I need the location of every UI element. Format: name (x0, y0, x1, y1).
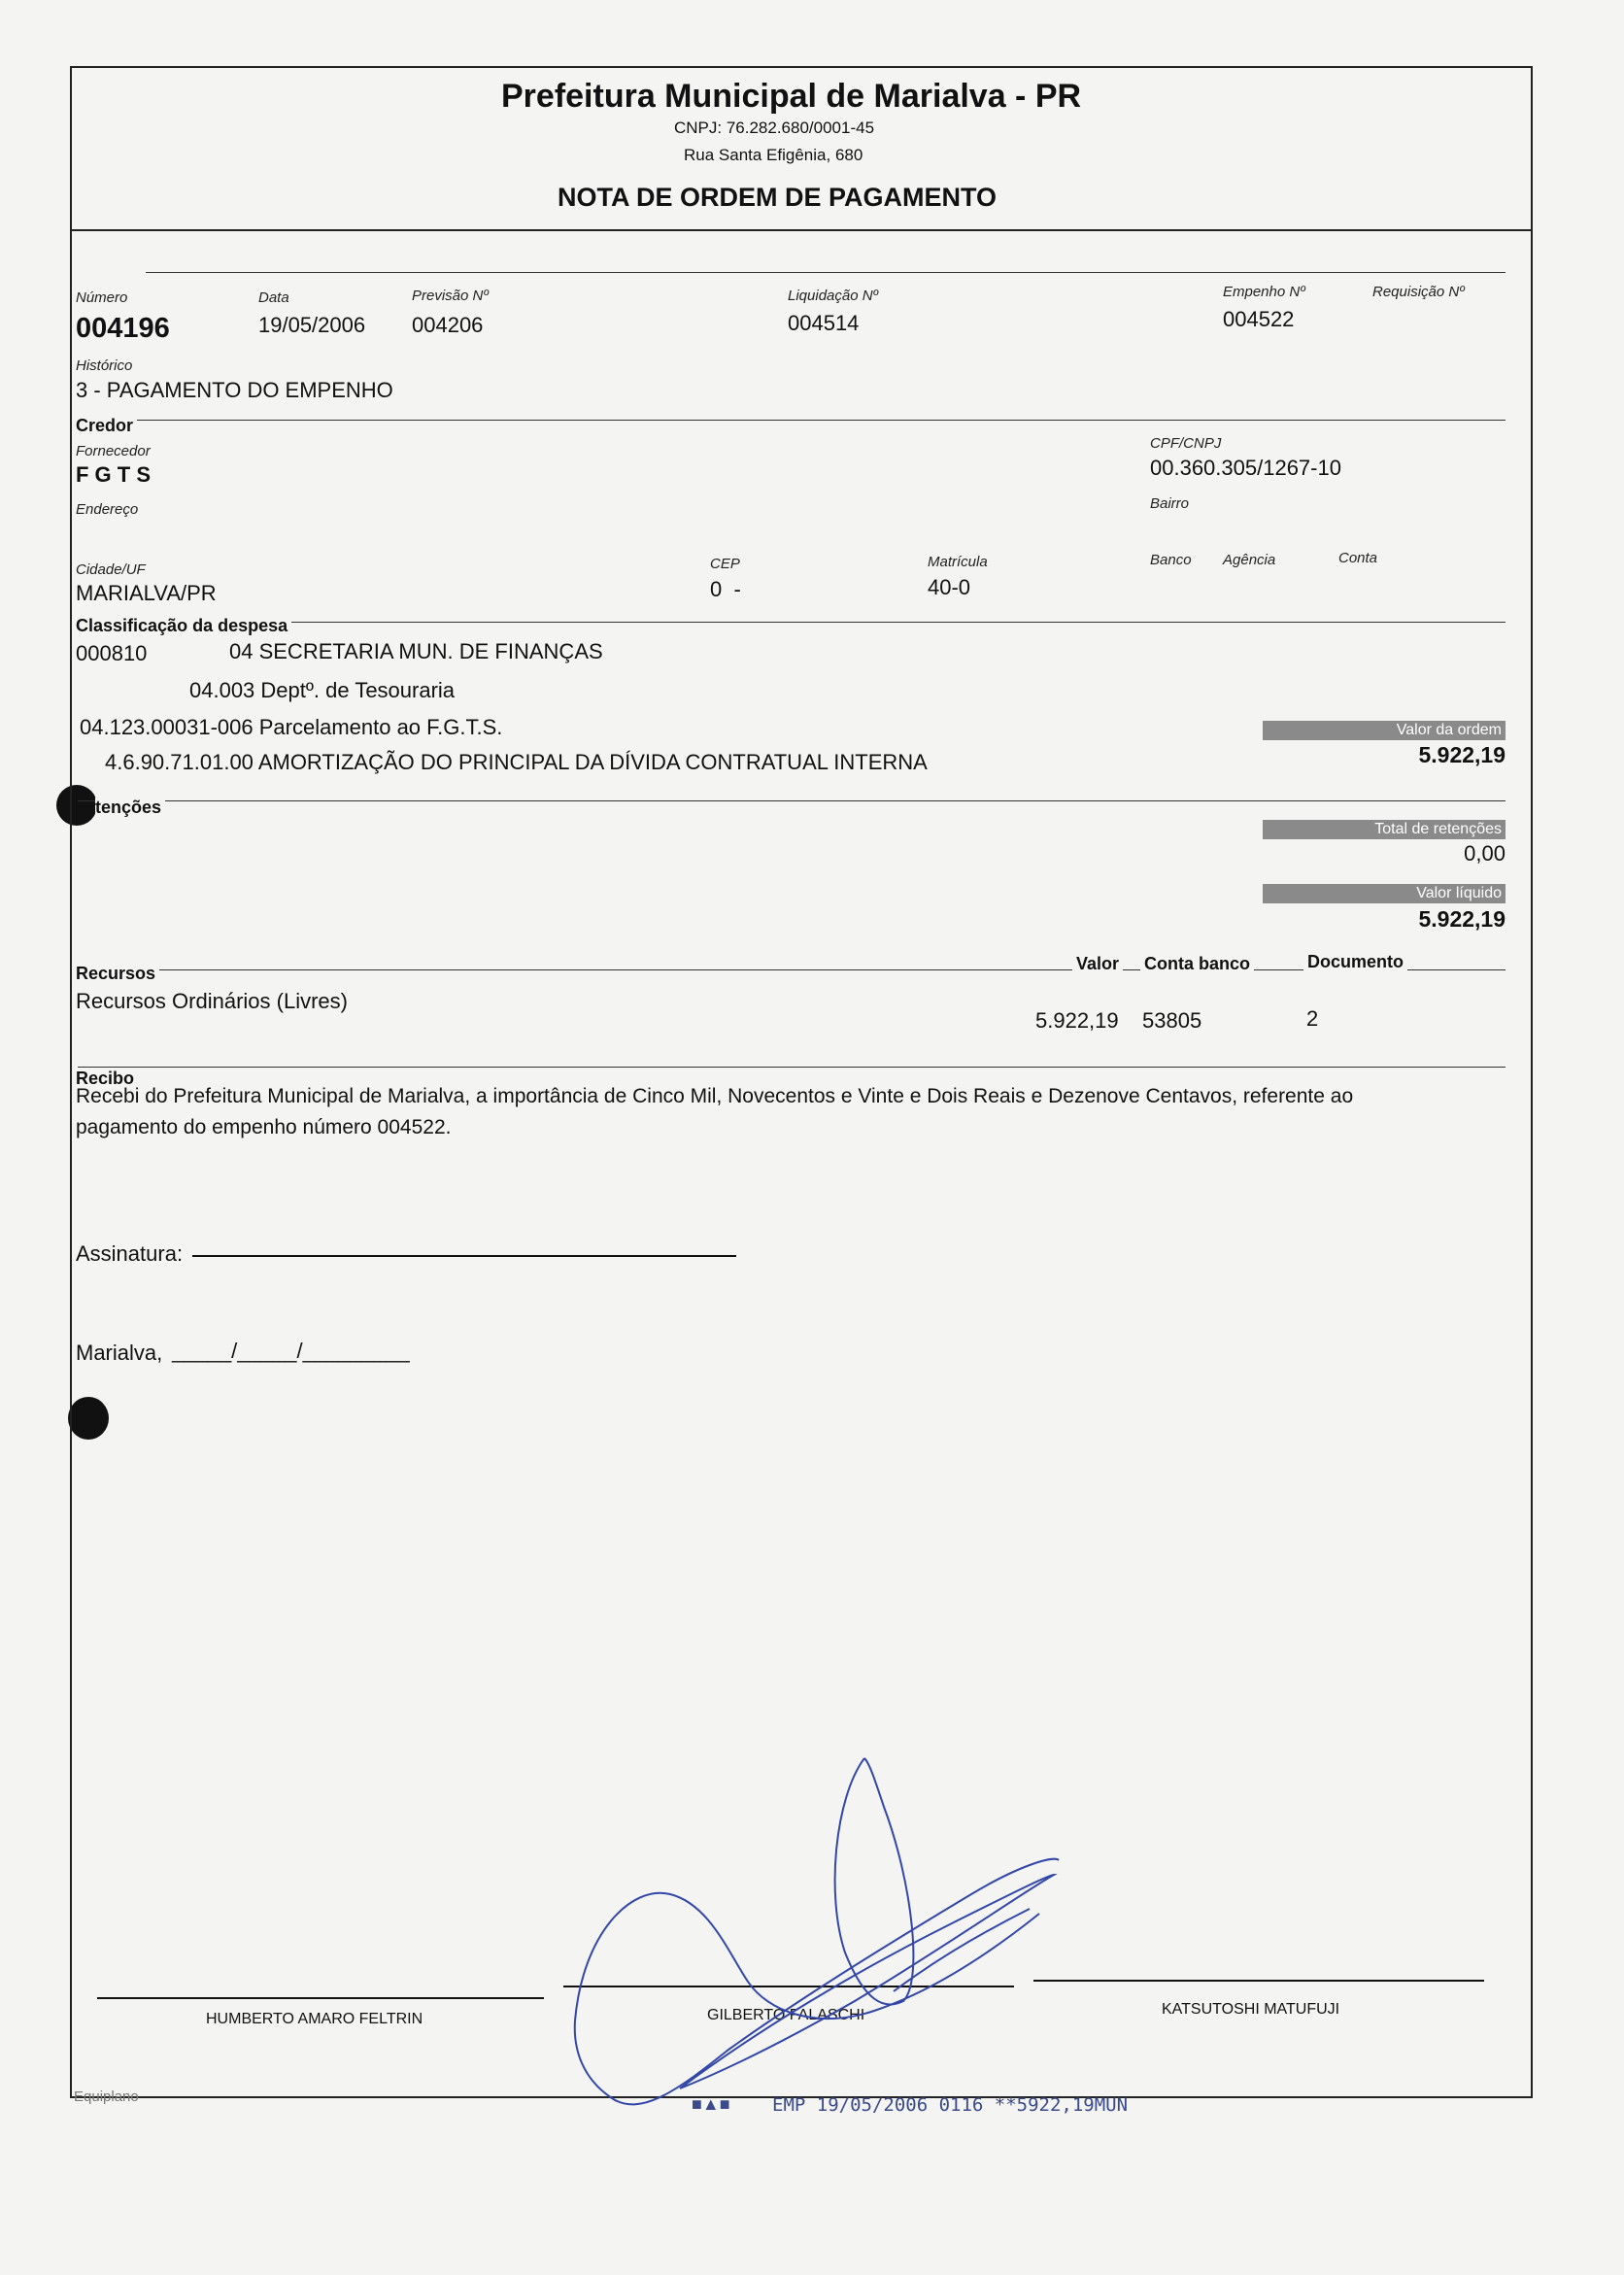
signatory-1: HUMBERTO AMARO FELTRIN (206, 2011, 423, 2027)
recursos-item: Recursos Ordinários (Livres) (76, 989, 348, 1013)
cep-label: CEP (710, 556, 740, 572)
endereco-label: Endereço (76, 501, 139, 518)
date-blank: _____/_____/_________ (172, 1339, 410, 1363)
agencia-label: Agência (1223, 552, 1276, 568)
cpf-value: 00.360.305/1267-10 (1150, 456, 1341, 480)
classificacao-section: Classificação da despesa (76, 616, 291, 636)
classificacao-code: 000810 (76, 641, 148, 665)
valor-liquido-label: Valor líquido (1263, 884, 1506, 903)
header-divider (70, 229, 1531, 231)
recursos-conta: 53805 (1142, 1008, 1202, 1033)
recursos-section: Recursos (76, 964, 159, 984)
recursos-valor-header: Valor (1072, 954, 1123, 974)
stamp-text: EMP 19/05/2006 0116 **5922,19MUN (772, 2094, 1129, 2116)
matricula-value: 40-0 (928, 575, 971, 599)
fornecedor-label: Fornecedor (76, 443, 151, 459)
org-title: Prefeitura Municipal de Marialva - PR (501, 78, 1082, 115)
signatory-2: GILBERTO FALASCHI (707, 2007, 865, 2023)
signature-line-3 (1033, 1980, 1484, 1982)
recursos-conta-header: Conta banco (1140, 954, 1254, 974)
credor-rule (78, 420, 1506, 421)
recibo-text-line1: Recebi do Prefeitura Municipal de Marialva, a importância de Cinco Mil, Novecentos e Vinte e Dois Reais e Dezenove Centavos, referente ao (76, 1085, 1354, 1107)
cep-value: 0 - (710, 577, 741, 601)
assinatura-label: Assinatura: (76, 1241, 184, 1266)
conta-label: Conta (1338, 550, 1378, 566)
data-value: 19/05/2006 (258, 313, 366, 337)
recursos-valor: 5.922,19 (1035, 1008, 1119, 1033)
org-cnpj: CNPJ: 76.282.680/0001-45 (674, 119, 875, 137)
ids-top-rule (146, 272, 1506, 273)
signatory-3: KATSUTOSHI MATUFUJI (1162, 2001, 1340, 2018)
valor-ordem-value: 5.922,19 (1418, 742, 1506, 767)
handwritten-signature (563, 1739, 1068, 2118)
liquidacao-label: Liquidação Nº (788, 288, 879, 304)
equiplano-brand: Equiplano (74, 2088, 139, 2105)
classificacao-natureza: 4.6.90.71.01.00 AMORTIZAÇÃO DO PRINCIPAL DA DÍVIDA CONTRATUAL INTERNA (105, 750, 928, 774)
total-retencoes-value: 0,00 (1464, 841, 1506, 866)
historico-label: Histórico (76, 357, 133, 374)
numero-value: 004196 (76, 313, 170, 344)
data-label: Data (258, 289, 289, 306)
banco-label: Banco (1150, 552, 1192, 568)
classificacao-programa: 04.123.00031-006 Parcelamento ao F.G.T.S. (80, 715, 503, 739)
retencoes-section: tenções (95, 798, 165, 818)
recibo-rule (78, 1067, 1506, 1068)
classificacao-rule (78, 622, 1506, 623)
cpf-label: CPF/CNPJ (1150, 435, 1222, 452)
signature-line-1 (97, 1997, 544, 1999)
classificacao-unidade: 04.003 Deptº. de Tesouraria (189, 678, 456, 702)
empenho-label: Empenho Nº (1223, 284, 1305, 300)
org-address: Rua Santa Efigênia, 680 (684, 146, 863, 164)
stamp-mark: ■▲■ (692, 2094, 730, 2114)
local-label: Marialva, (76, 1341, 163, 1365)
valor-ordem-label: Valor da ordem (1263, 721, 1506, 740)
retencoes-rule (78, 800, 1506, 801)
fornecedor-value: F G T S (76, 462, 151, 487)
doc-title: NOTA DE ORDEM DE PAGAMENTO (558, 183, 998, 212)
recursos-documento: 2 (1306, 1006, 1319, 1031)
cidade-value: MARIALVA/PR (76, 581, 217, 605)
bairro-label: Bairro (1150, 495, 1190, 512)
recursos-documento-header: Documento (1303, 952, 1407, 972)
historico-value: 3 - PAGAMENTO DO EMPENHO (76, 378, 393, 402)
total-retencoes-label: Total de retenções (1263, 820, 1506, 839)
empenho-value: 004522 (1223, 307, 1295, 331)
assinatura-line (192, 1255, 736, 1257)
previsao-label: Previsão Nº (412, 288, 489, 304)
previsao-value: 004206 (412, 313, 484, 337)
classificacao-orgao: 04 SECRETARIA MUN. DE FINANÇAS (229, 639, 603, 663)
recursos-rule (78, 969, 1506, 970)
valor-liquido-value: 5.922,19 (1418, 906, 1506, 932)
recibo-section: Recibo (76, 1069, 138, 1089)
requisicao-label: Requisição Nº (1372, 284, 1465, 300)
recibo-text-line2: pagamento do empenho número 004522. (76, 1116, 452, 1138)
credor-section: Credor (76, 416, 137, 436)
cidade-label: Cidade/UF (76, 561, 146, 578)
liquidacao-value: 004514 (788, 311, 860, 335)
matricula-label: Matrícula (928, 554, 988, 570)
numero-label: Número (76, 289, 128, 306)
